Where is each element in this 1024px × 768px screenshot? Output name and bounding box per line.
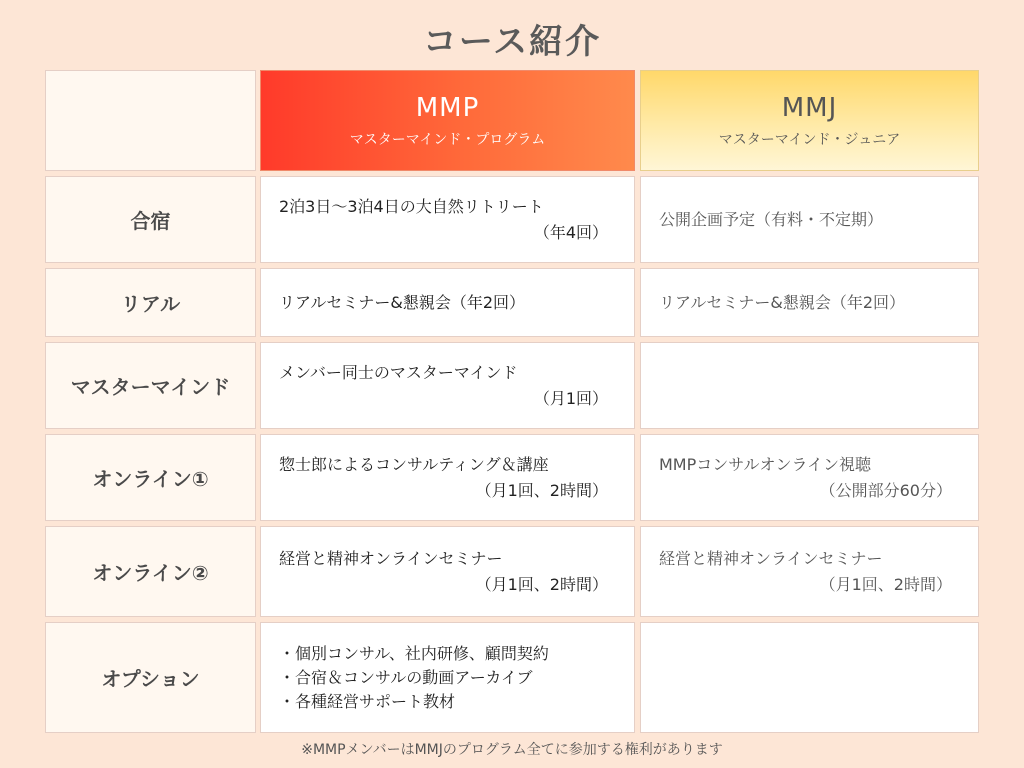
mmj-column-header [640,70,979,171]
row-label-camp: 合宿 [45,176,256,263]
row-label-online-1: オンライン① [45,434,256,521]
row-label-real: リアル [45,268,256,337]
mmj-name: MMJ [781,92,838,123]
cell-line: MMPコンサルオンライン視聴 [659,454,871,474]
mmp-cell-camp [260,176,635,263]
cell-line: （月1回、2時間） [819,574,952,594]
cell-line: （公開部分60分） [819,480,952,500]
mmp-cell-online-2 [260,526,635,617]
cell-line: （月1回） [533,388,608,408]
corner-cell [45,70,256,171]
mmp-column-header [260,70,635,171]
cell-line: メンバー同士のマスターマインド [279,362,518,382]
cell-line: 経営と精神オンラインセミナー [279,548,503,568]
row-label-mastermind: マスターマインド [45,342,256,429]
mmj-cell-mastermind [640,342,979,429]
cell-line: リアルセミナー&懇親会（年2回） [659,292,906,312]
cell-line: 公開企画予定（有料・不定期） [659,209,884,229]
mmj-cell-online-2 [640,526,979,617]
mmj-cell-options [640,622,979,733]
mmp-subtitle: マスターマインド・プログラム [349,131,546,148]
footnote: ※MMPメンバーはMMJのプログラム全てに参加する権利があります [301,742,723,758]
mmj-cell-real [640,268,979,337]
list-item: ・各種経営サポート教材 [279,691,456,711]
mmj-subtitle: マスターマインド・ジュニア [718,131,901,148]
cell-line: リアルセミナー&懇親会（年2回） [279,292,526,312]
mmj-cell-online-1 [640,434,979,521]
mmp-cell-mastermind [260,342,635,429]
mmj-cell-camp [640,176,979,263]
list-item: ・個別コンサル、社内研修、顧問契約 [279,643,549,663]
cell-line: （月1回、2時間） [475,574,608,594]
mmp-name: MMP [415,92,480,123]
mmp-cell-online-1 [260,434,635,521]
row-label-online-2: オンライン② [45,526,256,617]
mmp-cell-real [260,268,635,337]
page-title: コース紹介 [422,22,602,62]
list-item: ・合宿＆コンサルの動画アーカイブ [279,667,533,687]
mmp-cell-options [260,622,635,733]
cell-line: 経営と精神オンラインセミナー [659,548,883,568]
cell-line: （月1回、2時間） [475,480,608,500]
row-label-options: オプション [45,622,256,733]
cell-line: 2泊3日〜3泊4日の大自然リトリート [279,196,544,216]
cell-line: 惣士郎によるコンサルティング＆講座 [279,454,549,474]
cell-line: （年4回） [533,222,608,242]
